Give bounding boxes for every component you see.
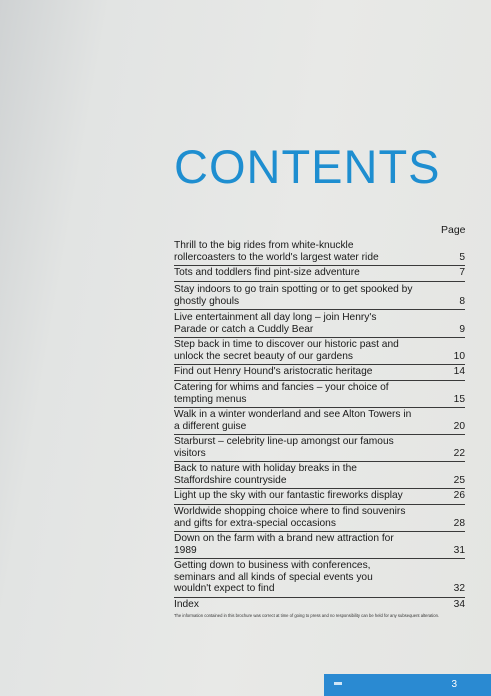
contents-entry xyxy=(174,312,465,335)
entry-page: 28 xyxy=(453,517,465,529)
contents-entry xyxy=(174,339,465,362)
divider xyxy=(174,434,465,435)
footnote: The information contained in this brochure was correct at time of going to press and no responsibility can be held for any subsequent alteration. xyxy=(174,613,440,618)
entry-text: Worldwide shopping choice where to find souvenirs and gifts for extra-special occasions xyxy=(174,506,406,529)
entry-page: 14 xyxy=(453,366,465,377)
folio-tab xyxy=(324,674,491,696)
page-title: CONTENTS xyxy=(174,140,441,193)
entry-page: 9 xyxy=(459,323,465,335)
page-column-label: Page xyxy=(441,224,466,236)
divider xyxy=(174,281,465,282)
entry-text: Step back in time to discover our historic past and unlock the secret beauty of our gardens xyxy=(174,339,399,362)
entry-text: Down on the farm with a brand new attraction for 1989 xyxy=(174,533,394,556)
divider xyxy=(174,364,465,365)
entry-text: Light up the sky with our fantastic fireworks display xyxy=(174,490,403,501)
divider xyxy=(174,488,465,489)
entry-page: 31 xyxy=(453,544,465,556)
entry-text: Getting down to business with conferences, seminars and all kinds of special events you wouldn't expect to find xyxy=(174,560,373,595)
entry-text: Starburst – celebrity line-up amongst our famous visitors xyxy=(174,436,394,459)
entry-text: Index xyxy=(174,599,199,610)
entry-text: Back to nature with holiday breaks in the Staffordshire countryside xyxy=(174,463,357,486)
page-number: 3 xyxy=(451,679,457,690)
entry-text: Stay indoors to go train spotting or to get spooked by ghostly ghouls xyxy=(174,284,413,307)
contents-entry xyxy=(174,267,465,279)
contents-entry xyxy=(174,533,465,556)
entry-page: 5 xyxy=(459,251,465,263)
contents-entry xyxy=(174,366,465,378)
entry-text: Find out Henry Hound's aristocratic heritage xyxy=(174,366,373,377)
entry-text: Walk in a winter wonderland and see Alton Towers in a different guise xyxy=(174,409,412,432)
tab-mark xyxy=(334,682,342,685)
contents-entry xyxy=(174,436,465,459)
entry-page: 34 xyxy=(453,599,465,610)
contents-entry xyxy=(174,490,465,502)
entry-page: 7 xyxy=(459,267,465,278)
entry-text: Tots and toddlers find pint-size adventure xyxy=(174,267,360,278)
contents-entry xyxy=(174,463,465,486)
divider xyxy=(174,558,465,559)
entry-page: 22 xyxy=(453,447,465,459)
entry-page: 20 xyxy=(453,420,465,432)
divider xyxy=(174,461,465,462)
entry-text: Catering for whims and fancies – your choice of tempting menus xyxy=(174,382,389,405)
entry-page: 26 xyxy=(453,490,465,501)
contents-entry xyxy=(174,382,465,405)
contents-entry xyxy=(174,240,465,263)
divider xyxy=(174,597,465,598)
entry-text: Live entertainment all day long – join Henry's Parade or catch a Cuddly Bear xyxy=(174,312,377,335)
entry-page: 15 xyxy=(453,393,465,405)
divider xyxy=(174,531,465,532)
contents-entry xyxy=(174,560,465,595)
contents-entry xyxy=(174,599,465,611)
entry-text: Thrill to the big rides from white-knuckle rollercoasters to the world's largest water ride xyxy=(174,240,379,263)
divider xyxy=(174,265,465,266)
entry-page: 10 xyxy=(453,350,465,362)
entry-page: 25 xyxy=(453,474,465,486)
divider xyxy=(174,504,465,505)
divider xyxy=(174,337,465,338)
entry-page: 8 xyxy=(459,295,465,307)
divider xyxy=(174,407,465,408)
divider xyxy=(174,380,465,381)
divider xyxy=(174,309,465,310)
contents-entry xyxy=(174,506,465,529)
contents-entry xyxy=(174,284,465,307)
contents-entry xyxy=(174,409,465,432)
entry-page: 32 xyxy=(453,583,465,595)
